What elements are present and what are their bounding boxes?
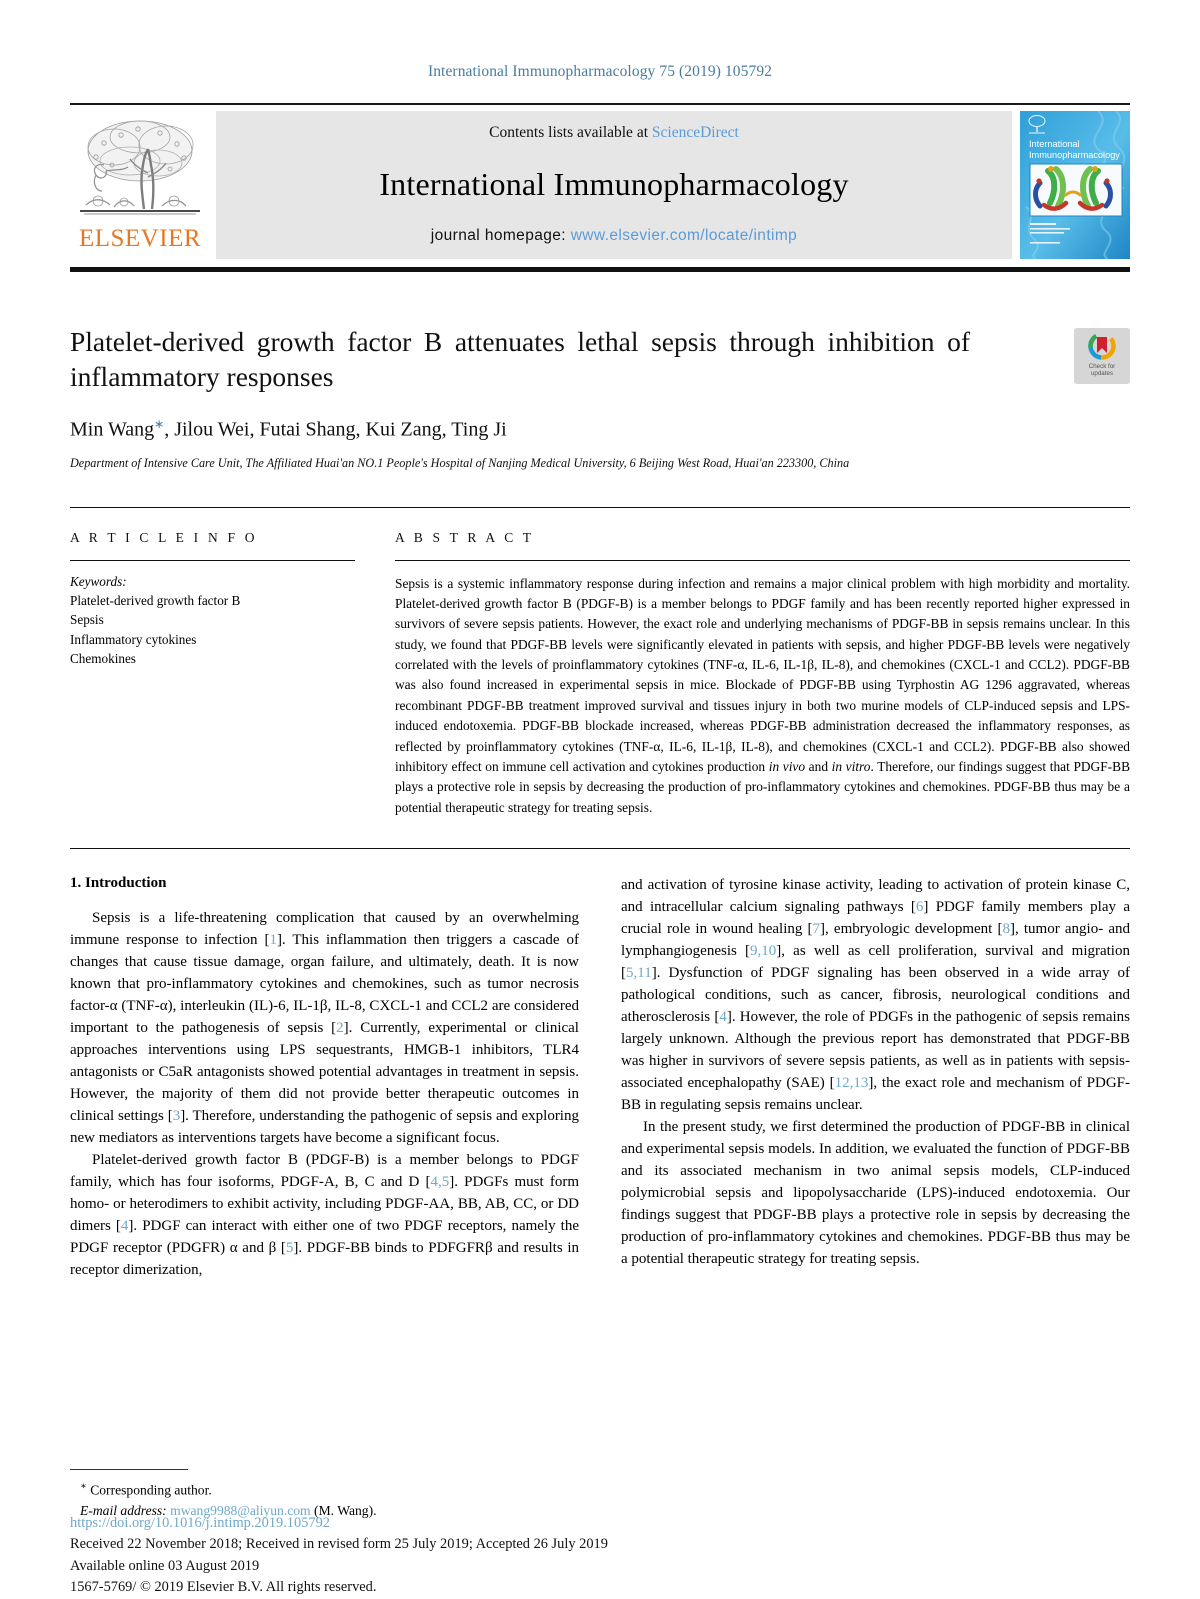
- citation-ref[interactable]: 8: [1002, 921, 1010, 938]
- citation-ref[interactable]: 2: [336, 1019, 344, 1036]
- keyword-item: Chemokines: [70, 651, 136, 667]
- info-abstract-section: [70, 507, 1130, 819]
- intro-paragraph-2: [70, 1150, 579, 1282]
- article-info-heading: A R T I C L E I N F O: [70, 529, 258, 545]
- footnote-rule: [70, 1469, 188, 1470]
- intro-p1-a: Sepsis is a life-threatening complication that caused by an overwhelming immune response to infection [: [70, 910, 579, 949]
- intro-p3-h: ], the exact role and mechanism of PDGF-BB in regulating sepsis remains unclear.: [621, 1074, 1131, 1113]
- email-suffix: (M. Wang).: [310, 1502, 377, 1518]
- abstract-rule: [395, 560, 1130, 561]
- corresponding-author-marker: ∗: [154, 416, 165, 431]
- intro-p2-b: ]. PDGFs must form homo- or heterodimers to exhibit activity, including PDGF-AA, BB, AB, CC, or DD dimers [: [70, 1173, 580, 1234]
- abstract-italic-in-vitro: in vitro: [831, 758, 871, 774]
- citation-ref[interactable]: 4: [719, 1008, 727, 1025]
- citation-ref[interactable]: 1: [269, 932, 277, 949]
- abstract-heading: A B S T R A C T: [395, 529, 535, 545]
- copyright-line: 1567-5769/ © 2019 Elsevier B.V. All rights reserved.: [70, 1579, 377, 1596]
- body-two-column: [70, 848, 1130, 1281]
- svg-text:Immunopharmacology: Immunopharmacology: [1029, 150, 1120, 160]
- citation-ref[interactable]: 4,5: [430, 1173, 450, 1190]
- intro-p3-c: ], embryologic development [: [820, 921, 1003, 938]
- publication-metadata: [70, 1513, 830, 1599]
- homepage-prefix: journal homepage:: [430, 227, 571, 244]
- intro-p2-d: ]. PDGF-BB binds to PDFGFRβ and results in receptor dimerization,: [70, 1239, 580, 1278]
- corresponding-author-label: Corresponding author.: [86, 1482, 212, 1498]
- abstract-column: [395, 530, 1130, 819]
- keywords-label: Keywords:: [70, 573, 127, 589]
- running-head: International Immunopharmacology 75 (2019) 105792: [427, 63, 773, 80]
- intro-p3-b: ] PDGF family members play a crucial role in wound healing [: [621, 899, 1130, 938]
- body-column-right: [621, 875, 1130, 1281]
- masthead-bottom-rule: [70, 267, 1130, 272]
- journal-homepage-line: [431, 227, 797, 245]
- elsevier-wordmark: ELSEVIER: [78, 225, 202, 252]
- received-dates: Received 22 November 2018; Received in revised form 25 July 2019; Accepted 26 July 2019: [70, 1536, 608, 1553]
- citation-ref[interactable]: 3: [172, 1107, 181, 1124]
- email-label: E-mail address:: [80, 1502, 167, 1518]
- journal-title: International Immunopharmacology: [379, 166, 849, 202]
- intro-paragraph-1: [70, 908, 579, 1150]
- elsevier-tree-icon: [74, 113, 206, 228]
- author-primary: Min Wang: [70, 418, 155, 441]
- abstract-part-1: Sepsis is a systemic inflammatory response during infection and remains a major clinical problem with high morbidity and mortality. Platelet-derived growth factor B (PDGF-B) is a member belongs to PDGF family and has been recently reported higher expressed in survivors of severe sepsis patients. However, the exact role and underlying mechanisms of PDGF-BB in sepsis remains unclear. In this study, we found that PDGF-BB levels were significantly elevated in patients with sepsis, and higher PDGF-BB levels were negatively correlated with the levels of proinflammatory cytokines (TNF-α, IL-6, IL-1β, IL-8), and chemokines (CXCL-1 and CCL2). PDGF-BB was also found increased in experimental sepsis in mice. Blockade of PDGF-BB using Tyrphostin AG 1296 aggravated, whereas recombinant PDGF-BB treatment improved survival and tissues injury in both two murine models of CLP-induced sepsis and LPS- induced endotoxemia. PDGF-BB blockade increased, whereas PDGF-BB administration decreased the inflammatory responses, as reflected by proinflammatory cytokines (TNF-α, IL-6, IL-1β, IL-8), and chemokines (CXCL-1 and CCL2). PDGF-BB also showed inhibitory effect on immune cell activation and cytokines production: [395, 575, 1130, 774]
- body-column-left: [70, 875, 579, 1281]
- crossmark-label-line2: updates: [1090, 370, 1113, 378]
- citation-ref[interactable]: 6: [915, 899, 924, 916]
- crossmark-label-line1: Check for: [1088, 363, 1116, 370]
- abstract-italic-in-vivo: in vivo: [768, 758, 806, 774]
- citation-ref[interactable]: 4: [120, 1217, 129, 1234]
- keyword-item: Platelet-derived growth factor B: [70, 592, 241, 608]
- abstract-part-3: . Therefore, our findings suggest that PDGF-BB plays a protective role in sepsis by decreasing the production of pro-inflammatory cytokines and chemokines. PDGF-BB thus may be a potential therapeutic strategy for treating sepsis.: [395, 758, 1130, 815]
- author-rest: , Jilou Wei, Futai Shang, Kui Zang, Ting Ji: [164, 418, 507, 441]
- sciencedirect-link[interactable]: ScienceDirect: [651, 124, 739, 141]
- keyword-item: Sepsis: [70, 612, 104, 628]
- intro-p2-c: ]. PDGF can interact with either one of two PDGF receptors, namely the PDGF receptor (PDGFR) α and β [: [70, 1217, 580, 1256]
- citation-ref[interactable]: 7: [812, 921, 821, 938]
- article-info-rule: [70, 560, 355, 561]
- title-block: [70, 324, 1130, 471]
- intro-p3-a: and activation of tyrosine kinase activity, leading to activation of protein kinase C, and intracellular calcium signaling pathways [: [621, 877, 1130, 916]
- affiliation: Department of Intensive Care Unit, The Affiliated Huai'an NO.1 People's Hospital of Nanjing Medical University, 6 Beijing West Road, Huai'an 223300, China: [70, 455, 850, 470]
- email-link[interactable]: mwang9988@aliyun.com: [170, 1502, 311, 1518]
- article-info-column: [70, 530, 355, 819]
- page-title: Platelet-derived growth factor B attenuates lethal sepsis through inhibition of inflammatory responses: [70, 326, 970, 393]
- author-list: [70, 417, 1130, 442]
- cover-artwork: [1020, 111, 1130, 259]
- footnote-marker: ∗: [80, 1480, 87, 1492]
- journal-cover-thumbnail: [1020, 111, 1130, 259]
- available-online: Available online 03 August 2019: [70, 1557, 260, 1574]
- intro-p3-f: ]. Dysfunction of PDGF signaling has been observed in a wide array of pathological conditions, such as cancer, fibrosis, neurological conditions and atherosclerosis [: [621, 964, 1130, 1025]
- intro-paragraph-4: In the present study, we first determined the production of PDGF-BB in clinical and experimental sepsis models. In addition, we evaluated the function of PDGF-BB and its associated mechanism in two animal sepsis models, CLP-induced polymicrobial sepsis and lipopolysaccharide (LPS)-induced endotoxemia. Our findings suggest that PDGF-BB plays a protective role in sepsis by decreasing the production of pro-inflammatory cytokines and chemokines. PDGF-BB thus may be a potential therapeutic strategy for treating sepsis.: [621, 1118, 1130, 1267]
- crossmark-label: [1089, 363, 1115, 378]
- section-heading-introduction: 1. Introduction: [70, 875, 167, 892]
- intro-p3-g: ]. However, the role of PDGFs in the pathogenic of sepsis remains largely unknown. Although the previous report has demonstrated that PDGF-BB was higher in survivors of severe sepsis patients, as well as in patients with sepsis-associated encephalopathy (SAE) [: [621, 1008, 1130, 1091]
- intro-p3-d: ], tumor angio- and lymphangiogenesis [: [621, 921, 1130, 959]
- elsevier-logo: [70, 111, 210, 259]
- abstract-part-2: and: [805, 758, 832, 774]
- doi-link[interactable]: https://doi.org/10.1016/j.intimp.2019.105792: [70, 1514, 330, 1531]
- keyword-item: Inflammatory cytokines: [70, 631, 197, 647]
- intro-p3-e: ], as well as cell proliferation, survival and migration [: [621, 943, 1130, 981]
- intro-p1-c: ]. Currently, experimental or clinical approaches interventions using LPS sequestrants, HMGB-1 inhibitors, TLR4 antagonists or C5aR antagonists showed potential advantages in treatment in sepsis. However, the majority of them did not provide better therapeutic outcomes in clinical settings [: [70, 1019, 579, 1124]
- crossmark-badge[interactable]: [1074, 328, 1130, 384]
- abstract-text: [395, 574, 1130, 819]
- masthead-center-panel: [216, 111, 1012, 259]
- contents-available-line: [489, 124, 739, 142]
- journal-homepage-link[interactable]: www.elsevier.com/locate/intimp: [570, 227, 798, 244]
- intro-p2-a: Platelet-derived growth factor B (PDGF-B) is a member belongs to PDGF family, which has four isoforms, PDGF-A, B, C and D [: [70, 1151, 579, 1190]
- svg-text:International: International: [1029, 139, 1080, 149]
- intro-p1-d: ]. Therefore, understanding the pathogenic of sepsis and exploring new mediators as interventions targets have become a significant focus.: [70, 1107, 579, 1146]
- citation-ref[interactable]: 5: [285, 1239, 294, 1256]
- corresponding-author-line: [70, 1479, 590, 1501]
- intro-paragraph-3: [621, 875, 1130, 1117]
- intro-p1-b: ]. This inflammation then triggers a cascade of changes that cause tissue damage, organ failure, and ultimately, death. It is now known that pro-inflammatory cytokines and chemokines, such as tumor necrosis factor-α (TNF-α), interleukin (IL)-6, IL-1β, IL-8, CXCL-1 and CCL2 are considered important to the pathogenesis of sepsis [: [70, 932, 579, 1036]
- citation-ref[interactable]: 12,13: [834, 1074, 869, 1091]
- citation-ref[interactable]: 9,10: [750, 943, 777, 959]
- journal-masthead: [70, 103, 1130, 259]
- contents-prefix: Contents lists available at: [489, 124, 652, 141]
- citation-ref[interactable]: 5,11: [626, 964, 652, 981]
- crossmark-icon: [1085, 332, 1119, 362]
